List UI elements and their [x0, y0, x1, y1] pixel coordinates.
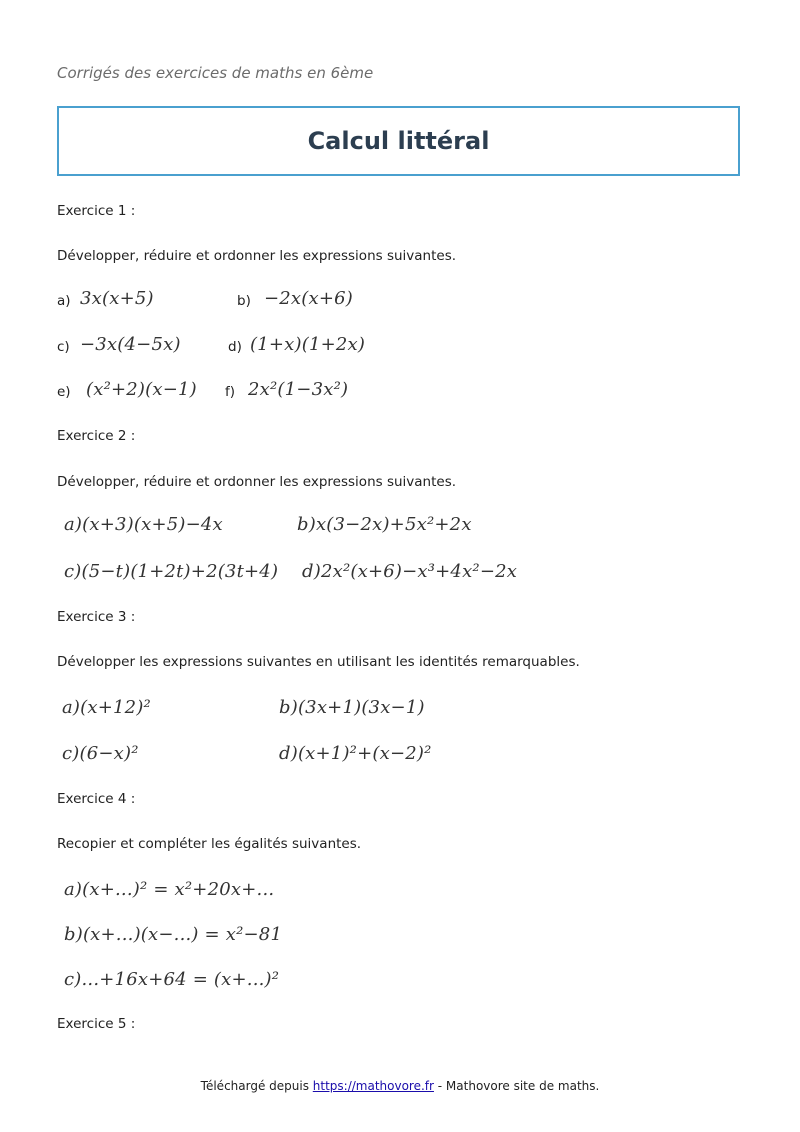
ex2-item-b: b)x(3−2x)+5x²+2x	[297, 514, 472, 535]
exercise-1-heading: Exercice 1 :	[57, 203, 136, 219]
ex1-item-c-expr: −3x(4−5x)	[80, 334, 181, 355]
ex1-item-f-expr: 2x²(1−3x²)	[248, 379, 349, 400]
ex1-item-a-expr: 3x(x+5)	[80, 288, 154, 309]
ex1-item-d-label: d)	[228, 339, 242, 355]
ex2-item-d: d)2x²(x+6)−x³+4x²−2x	[302, 561, 518, 582]
ex1-item-e-expr: (x²+2)(x−1)	[86, 379, 197, 400]
ex4-item-a: a)(x+...)² = x²+20x+...	[64, 879, 275, 900]
ex3-item-a: a)(x+12)²	[62, 697, 151, 718]
exercise-3-instruction: Développer les expressions suivantes en utilisant les identités remarquables.	[57, 654, 580, 670]
footer-link[interactable]: https://mathovore.fr	[312, 1079, 434, 1093]
page-title: Calcul littéral	[307, 127, 490, 155]
ex1-item-b-label: b)	[237, 293, 251, 309]
ex1-item-f-label: f)	[225, 384, 236, 400]
exercise-3-heading: Exercice 3 :	[57, 609, 136, 625]
ex4-item-b: b)(x+...)(x−...) = x²−81	[64, 924, 283, 945]
ex1-item-c-label: c)	[57, 339, 70, 355]
exercise-4-heading: Exercice 4 :	[57, 791, 136, 807]
exercise-1-instruction: Développer, réduire et ordonner les expressions suivantes.	[57, 248, 457, 264]
ex3-item-b: b)(3x+1)(3x−1)	[279, 697, 425, 718]
ex1-item-a-label: a)	[57, 293, 71, 309]
exercise-2-instruction: Développer, réduire et ordonner les expressions suivantes.	[57, 474, 457, 490]
ex4-item-c: c)...+16x+64 = (x+...)²	[64, 969, 280, 990]
ex3-item-d: d)(x+1)²+(x−2)²	[279, 743, 432, 764]
ex2-item-a: a)(x+3)(x+5)−4x	[64, 514, 223, 535]
ex1-item-e-label: e)	[57, 384, 71, 400]
ex2-item-c: c)(5−t)(1+2t)+2(3t+4)	[64, 561, 279, 582]
exercise-4-instruction: Recopier et compléter les égalités suivantes.	[57, 836, 362, 852]
page-footer	[0, 1079, 800, 1093]
exercise-5-heading: Exercice 5 :	[57, 1016, 136, 1032]
ex3-item-c: c)(6−x)²	[62, 743, 139, 764]
exercise-2-heading: Exercice 2 :	[57, 428, 136, 444]
footer-suffix: - Mathovore site de maths.	[433, 1079, 600, 1093]
ex1-item-b-expr: −2x(x+6)	[264, 288, 354, 309]
title-box	[57, 106, 740, 176]
ex1-item-d-expr: (1+x)(1+2x)	[250, 334, 366, 355]
footer-prefix: Téléchargé depuis	[200, 1079, 313, 1093]
page-header: Corrigés des exercices de maths en 6ème	[57, 64, 374, 82]
